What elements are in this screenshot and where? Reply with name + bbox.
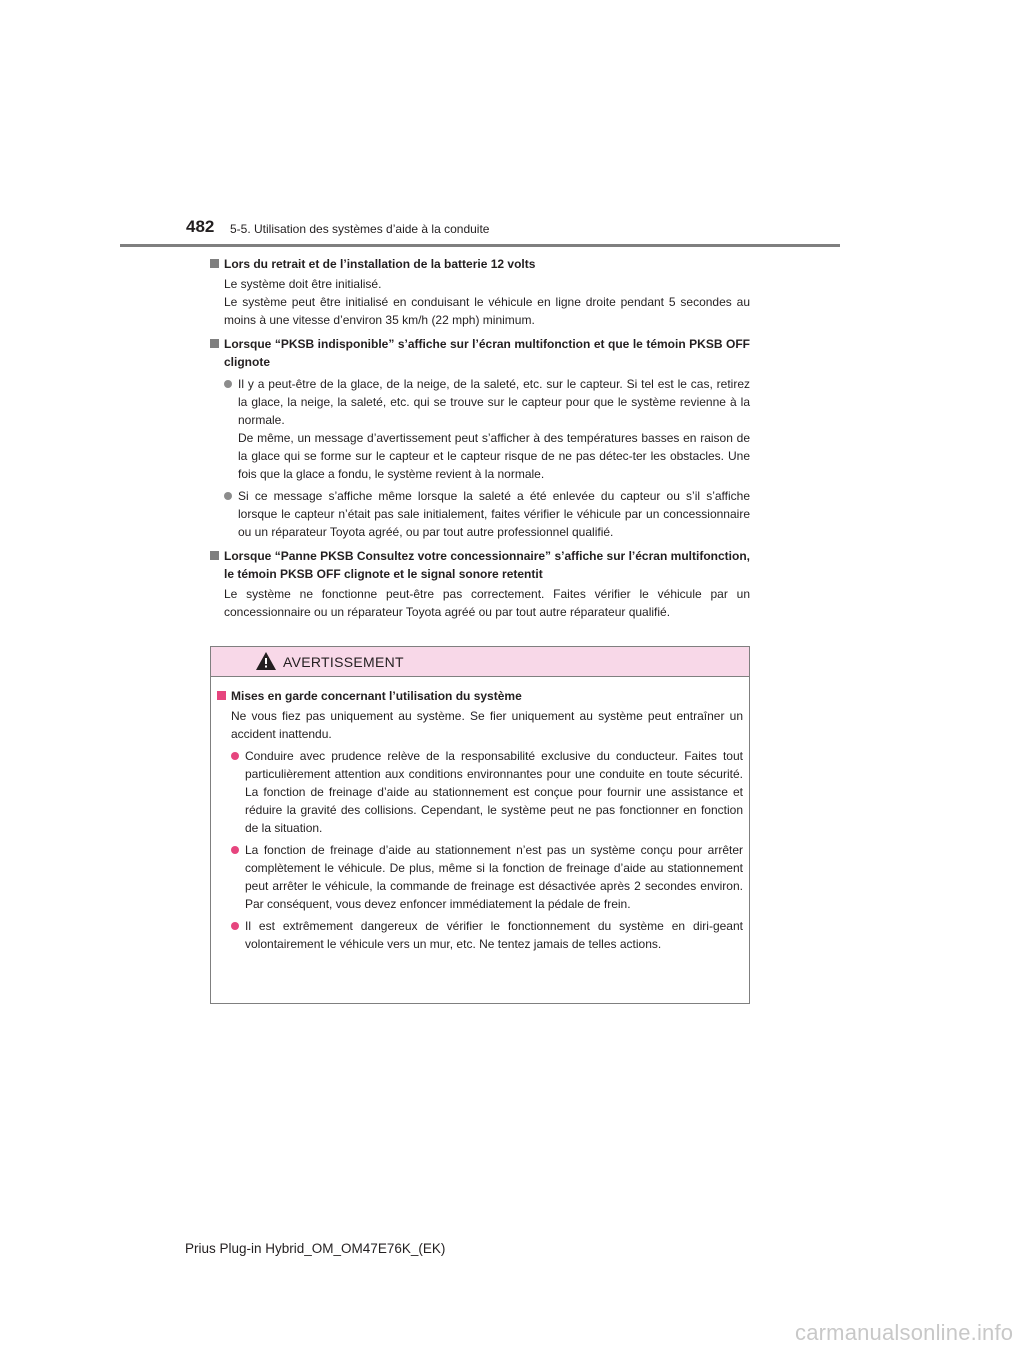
- section-heading: [210, 255, 750, 273]
- list-item-text: La fonction de freinage d’aide au stationnement n’est pas un système conçu pour arrêter complètement le véhicule. De plus, même si la fonction de freinage d’aide au stationnement peut arrêter le véhicule, la commande de freinage est désactivée après 2 secondes environ. Par conséquent, vous devez enfoncer immédiatement la pédale de frein.: [245, 843, 743, 911]
- warning-intro: Ne vous fiez pas uniquement au système. Se fier uniquement au système peut entraîner un accident inattendu.: [231, 709, 743, 741]
- list-item: [210, 375, 750, 483]
- section-heading: [210, 335, 750, 371]
- warning-heading: [217, 687, 743, 705]
- warning-heading-text: Mises en garde concernant l’utilisation du système: [231, 689, 522, 703]
- section-heading-text: Lorsque “Panne PKSB Consultez votre concessionnaire” s’affiche sur l’écran multifonction, le témoin PKSB OFF clignote et le signal sonore retentit: [224, 549, 750, 581]
- circle-bullet-icon: [224, 380, 232, 388]
- warning-body: [211, 677, 749, 953]
- section-pksb-malfunction: [210, 547, 750, 621]
- warning-triangle-icon: [255, 651, 277, 671]
- list-item-text: Il y a peut-être de la glace, de la neige, de la saleté, etc. sur le capteur. Si tel est le cas, retirez la glace, la neige, la saleté, etc. qui se trouve sur le capteur pour que le système revienne à la normale. De même, un message d’avertissement peut s’afficher à des températures basses en raison de la glace qui se forme sur le capteur et le capteur risque de ne pas détec-ter les obstacles. Une fois que la glace a fondu, le système revient à la normale.: [238, 377, 750, 481]
- circle-bullet-icon: [224, 492, 232, 500]
- footer-document-id: Prius Plug-in Hybrid_OM_OM47E76K_(EK): [185, 1241, 446, 1256]
- square-bullet-icon: [210, 259, 219, 268]
- list-item-text: Conduire avec prudence relève de la responsabilité exclusive du conducteur. Faites tout particulièrement attention aux conditions environnantes pour une conduite en toute sécurité. La fonction de freinage d’aide au stationnement est conçue pour fournir une assistance et réduire la gravité des collisions. Cependant, le système peut ne pas fonctionner en fonction de la situation.: [245, 749, 743, 835]
- section-battery: [210, 255, 750, 329]
- square-bullet-icon: [210, 551, 219, 560]
- warning-box: [210, 646, 750, 1004]
- section-heading-text: Lorsque “PKSB indisponible” s’affiche sur l’écran multifonction et que le témoin PKSB OFF clignote: [224, 337, 750, 369]
- page-number: 482: [186, 217, 215, 236]
- list-item: [210, 487, 750, 541]
- list-item-text: Si ce message s’affiche même lorsque la saleté a été enlevée du capteur ou s’il s’affiche lorsque le capteur n’était pas sale initialement, faites vérifier le véhicule par un concessionnaire ou un réparateur Toyota agréé, ou par tout autre professionnel qualifié.: [238, 489, 750, 539]
- square-bullet-icon: [210, 339, 219, 348]
- section-title: 5-5. Utilisation des systèmes d’aide à la conduite: [230, 222, 490, 236]
- list-item: [217, 747, 743, 837]
- warning-label: AVERTISSEMENT: [283, 654, 404, 670]
- watermark: carmanualsonline.info: [795, 1320, 1013, 1345]
- square-bullet-icon: [217, 691, 226, 700]
- paragraph: Le système ne fonctionne peut-être pas correctement. Faites vérifier le véhicule par un concessionnaire ou un réparateur Toyota agréé ou par tout autre réparateur qualifié.: [224, 587, 750, 619]
- warning-header: [211, 647, 749, 677]
- circle-bullet-icon: [231, 846, 239, 854]
- list-item: [217, 917, 743, 953]
- paragraph: Le système doit être initialisé.: [224, 277, 382, 291]
- section-pksb-unavailable: [210, 335, 750, 541]
- list-item: [217, 841, 743, 913]
- paragraph: Le système peut être initialisé en conduisant le véhicule en ligne droite pendant 5 secondes au moins à une vitesse d’environ 35 km/h (22 mph) minimum.: [224, 295, 750, 327]
- main-content: [210, 255, 750, 627]
- circle-bullet-icon: [231, 752, 239, 760]
- section-heading: [210, 547, 750, 583]
- header-rule: [120, 244, 840, 247]
- circle-bullet-icon: [231, 922, 239, 930]
- section-heading-text: Lors du retrait et de l’installation de la batterie 12 volts: [224, 257, 536, 271]
- list-item-text: Il est extrêmement dangereux de vérifier le fonctionnement du système en diri-geant volontairement le véhicule vers un mur, etc. Ne tentez jamais de telles actions.: [245, 919, 743, 951]
